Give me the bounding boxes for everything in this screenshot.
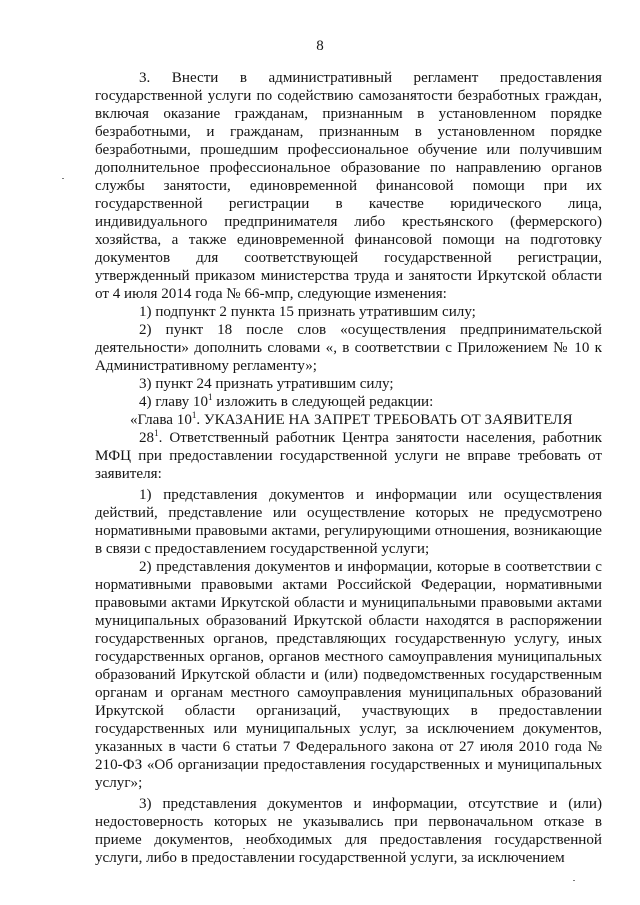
document-body [95, 69, 602, 867]
subitem-3: 3) представления документов и информации, отсутствие и (или) недостоверность которых не указывались при первоначальном отказе в приеме документов, необходимых для предоставления государственной услуги, либо в предоставлении государственной услуги, за исключением [95, 796, 602, 866]
superscript: 1 [191, 410, 197, 420]
list-item-4-text: 4) главу 10 [139, 394, 209, 410]
list-item-4-text-end: изложить в следующей редакции: [212, 394, 434, 410]
list-item-4 [95, 393, 602, 411]
scan-speck [62, 178, 64, 179]
superscript: 1 [208, 392, 213, 402]
scan-speck [243, 848, 245, 849]
list-item-1: 1) подпункт 2 пункта 15 признать утратившим силу; [139, 304, 476, 320]
page-number: 8 [316, 38, 324, 54]
chapter-heading [95, 411, 602, 429]
paragraph-number: 28 [139, 430, 155, 446]
chapter-heading-title: . УКАЗАНИЕ НА ЗАПРЕТ ТРЕБОВАТЬ ОТ ЗАЯВИТЕЛЯ [196, 412, 573, 428]
paragraph-28-1-text: . Ответственный работник Центра занятости населения, работник МФЦ при предоставлении государственной услуги не вправе требовать от заявителя: [95, 430, 602, 482]
subitem-2: 2) представления документов и информации, которые в соответствии с нормативными правовыми актами Российской Федерации, нормативными правовыми актами Иркутской области и муниципальными правовыми актами муниципальных образований Иркутской области находятся в распоряжении государственных органов, представляющих государственную услугу, иных государственных органов, органов местного самоуправления муниципальных образований Иркутской области и (или) подведомственных государственным органам и органам местного самоуправления муниципальных образований Иркутской области организаций, участвующих в предоставлении государственных или муниципальных услуг, за исключением документов, указанных в части 6 статьи 7 Федерального закона от 27 июля 2010 года № 210-ФЗ «Об организации предоставления государственных и муниципальных услуг»; [95, 559, 602, 791]
list-item-2: 2) пункт 18 после слов «осуществления предпринимательской деятельности» дополнить словами «, в соответствии с Приложением № 10 к Административному регламенту»; [95, 322, 602, 374]
subitem-1: 1) представления документов и информации или осуществления действий, представление или осуществление которых не предусмотрено нормативными правовыми актами, регулирующими отношения, возникающие в связи с предоставлением государственной услуги; [95, 487, 602, 557]
chapter-heading-text: «Глава 10 [130, 412, 192, 428]
scan-speck [573, 880, 575, 881]
paragraph-28-1 [95, 429, 602, 483]
paragraph-amendment-intro: 3. Внести в административный регламент предоставления государственной услуги по содействию самозанятости безработных граждан, включая оказание гражданам, признанным в установленном порядке безработными, и гражданам, признанным в установленном порядке безработными, прошедшим профессиональное обучение или получившим дополнительное профессиональное образование по направлению органов службы занятости, единовременной финансовой помощи при их государственной регистрации в качестве юридического лица, индивидуального предпринимателя либо крестьянского (фермерского) хозяйства, а также единовременной финансовой помощи на подготовку документов для соответствующей государственной регистрации, утвержденный приказом министерства труда и занятости Иркутской области от 4 июля 2014 года № 66-мпр, следующие изменения: [95, 70, 602, 302]
list-item-3: 3) пункт 24 признать утратившим силу; [139, 376, 394, 392]
superscript: 1 [154, 428, 159, 438]
